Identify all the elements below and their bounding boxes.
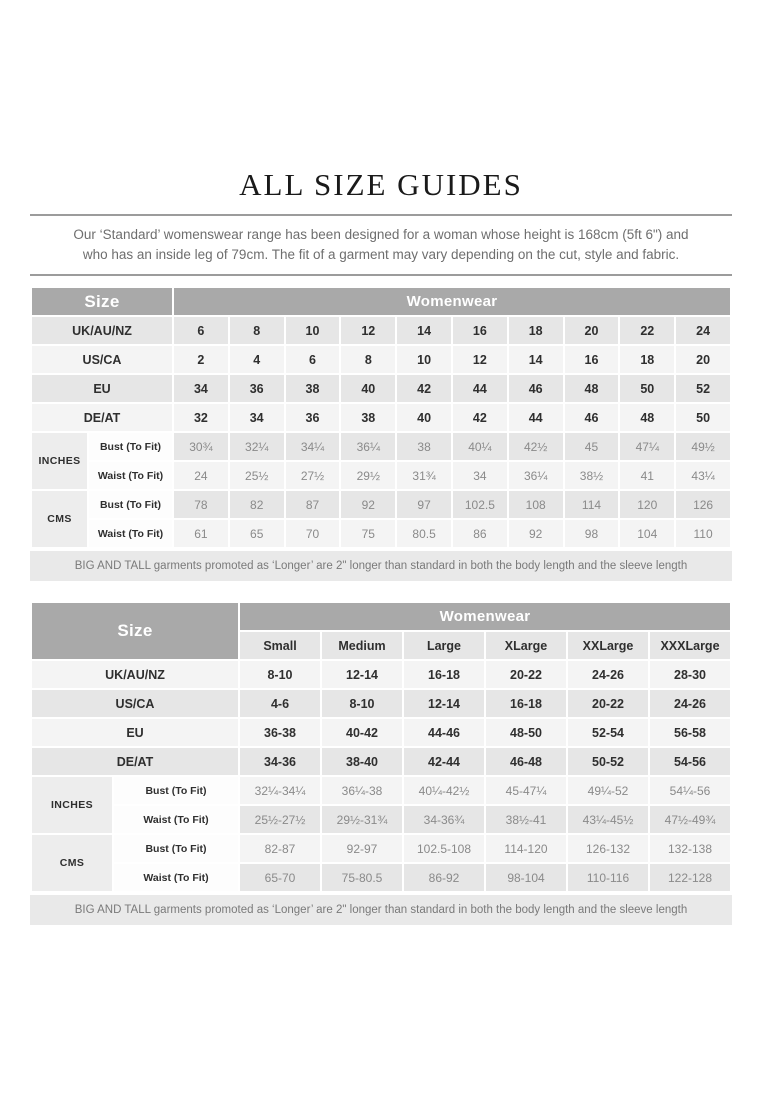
- measure-row: [32, 864, 730, 891]
- size-cell: 20: [565, 317, 619, 344]
- size-cell: 12-14: [404, 690, 484, 717]
- measure-row: [32, 433, 730, 460]
- measure-cell: 86: [453, 520, 507, 547]
- size-cell: 12: [341, 317, 395, 344]
- measure-row: [32, 777, 730, 804]
- measure-cell: 36¼: [509, 462, 563, 489]
- size-cell: 18: [620, 346, 674, 373]
- row-label: DE/AT: [32, 404, 172, 431]
- size-cell: 42: [453, 404, 507, 431]
- measure-cell: 86-92: [404, 864, 484, 891]
- measure-cell: 34: [453, 462, 507, 489]
- measure-label: Waist (To Fit): [114, 806, 238, 833]
- big-and-tall-note-2: BIG AND TALL garments promoted as ‘Longer’ are 2" longer than standard in both the body length and the sleeve length: [30, 895, 732, 925]
- measure-cell: 43¼: [676, 462, 730, 489]
- measure-cell: 25½: [230, 462, 284, 489]
- measure-cell: 110-116: [568, 864, 648, 891]
- size-cell: 42-44: [404, 748, 484, 775]
- intro-line-1: Our ‘Standard’ womenswear range has been designed for a woman whose height is 168cm (5ft 6") and: [73, 227, 689, 242]
- measure-label: Bust (To Fit): [114, 777, 238, 804]
- measure-cell: 38½-41: [486, 806, 566, 833]
- header-row: [32, 603, 730, 630]
- intro-line-2: who has an inside leg of 79cm. The fit of a garment may vary depending on the cut, style and fabric.: [82, 247, 680, 262]
- measure-cell: 102.5: [453, 491, 507, 518]
- size-cell: 40: [397, 404, 451, 431]
- measure-cell: 132-138: [650, 835, 730, 862]
- size-column-header: Large: [404, 632, 484, 659]
- measure-cell: 45-47¼: [486, 777, 566, 804]
- size-cell: 44: [509, 404, 563, 431]
- size-cell: 8: [230, 317, 284, 344]
- size-cell: 50-52: [568, 748, 648, 775]
- size-cell: 24: [676, 317, 730, 344]
- measure-cell: 34-36¾: [404, 806, 484, 833]
- size-cell: 34: [230, 404, 284, 431]
- measure-cell: 25½-27½: [240, 806, 320, 833]
- big-and-tall-note-1: BIG AND TALL garments promoted as ‘Longer’ are 2" longer than standard in both the body length and the sleeve length: [30, 551, 732, 581]
- measure-cell: 126: [676, 491, 730, 518]
- measure-cell: 43¼-45½: [568, 806, 648, 833]
- measure-cell: 87: [286, 491, 340, 518]
- size-cell: 6: [174, 317, 228, 344]
- size-column-header: XXXLarge: [650, 632, 730, 659]
- size-cell: 44-46: [404, 719, 484, 746]
- size-cell: 38-40: [322, 748, 402, 775]
- size-cell: 46-48: [486, 748, 566, 775]
- size-column-header: XXLarge: [568, 632, 648, 659]
- size-cell: 20-22: [568, 690, 648, 717]
- measure-cell: 38: [397, 433, 451, 460]
- size-cell: 36: [230, 375, 284, 402]
- measure-label: Bust (To Fit): [114, 835, 238, 862]
- size-row: [32, 748, 730, 775]
- size-cell: 54-56: [650, 748, 730, 775]
- size-cell: 48-50: [486, 719, 566, 746]
- header-row: [32, 288, 730, 315]
- size-cell: 16-18: [486, 690, 566, 717]
- measure-cell: 114-120: [486, 835, 566, 862]
- size-cell: 14: [397, 317, 451, 344]
- measure-cell: 75-80.5: [322, 864, 402, 891]
- measure-cell: 40¼-42½: [404, 777, 484, 804]
- size-cell: 50: [676, 404, 730, 431]
- size-corner-header: Size: [32, 288, 172, 315]
- row-label: US/CA: [32, 346, 172, 373]
- measure-cell: 42½: [509, 433, 563, 460]
- measure-cell: 36¼: [341, 433, 395, 460]
- measure-cell: 92: [509, 520, 563, 547]
- size-cell: 52-54: [568, 719, 648, 746]
- size-cell: 4-6: [240, 690, 320, 717]
- measure-cell: 29½-31¾: [322, 806, 402, 833]
- divider-top: [30, 214, 732, 216]
- measure-cell: 61: [174, 520, 228, 547]
- measure-cell: 32¼-34¼: [240, 777, 320, 804]
- measure-cell: 41: [620, 462, 674, 489]
- measure-cell: 34¼: [286, 433, 340, 460]
- measure-cell: 65: [230, 520, 284, 547]
- size-cell: 48: [620, 404, 674, 431]
- unit-group-label: INCHES: [32, 777, 112, 833]
- measure-row: [32, 491, 730, 518]
- measure-cell: 24: [174, 462, 228, 489]
- measure-cell: 30¾: [174, 433, 228, 460]
- size-row: [32, 317, 730, 344]
- size-cell: 36: [286, 404, 340, 431]
- size-cell: 10: [286, 317, 340, 344]
- measure-cell: 120: [620, 491, 674, 518]
- size-cell: 8: [341, 346, 395, 373]
- size-cell: 4: [230, 346, 284, 373]
- measure-cell: 36¼-38: [322, 777, 402, 804]
- size-cell: 16-18: [404, 661, 484, 688]
- size-row: [32, 375, 730, 402]
- womenwear-header: Womenwear: [174, 288, 730, 315]
- size-cell: 28-30: [650, 661, 730, 688]
- measure-cell: 82: [230, 491, 284, 518]
- measure-cell: 126-132: [568, 835, 648, 862]
- size-cell: 8-10: [240, 661, 320, 688]
- measure-cell: 82-87: [240, 835, 320, 862]
- size-cell: 6: [286, 346, 340, 373]
- measure-cell: 114: [565, 491, 619, 518]
- measure-label: Bust (To Fit): [89, 433, 172, 460]
- measure-cell: 98: [565, 520, 619, 547]
- size-cell: 38: [286, 375, 340, 402]
- size-row: [32, 346, 730, 373]
- measure-cell: 49¼-52: [568, 777, 648, 804]
- size-cell: 34: [174, 375, 228, 402]
- measure-cell: 54¼-56: [650, 777, 730, 804]
- size-cell: 44: [453, 375, 507, 402]
- size-cell: 40: [341, 375, 395, 402]
- size-column-header: Medium: [322, 632, 402, 659]
- size-cell: 42: [397, 375, 451, 402]
- measure-cell: 47¼: [620, 433, 674, 460]
- measure-cell: 75: [341, 520, 395, 547]
- measure-cell: 32¼: [230, 433, 284, 460]
- size-cell: 18: [509, 317, 563, 344]
- size-row: [32, 690, 730, 717]
- size-corner-header: Size: [32, 603, 238, 659]
- size-column-header: Small: [240, 632, 320, 659]
- size-cell: 38: [341, 404, 395, 431]
- measure-cell: 47½-49¾: [650, 806, 730, 833]
- size-cell: 46: [509, 375, 563, 402]
- size-cell: 20-22: [486, 661, 566, 688]
- measure-cell: 104: [620, 520, 674, 547]
- range-size-table: [30, 601, 732, 893]
- measure-cell: 78: [174, 491, 228, 518]
- size-row: [32, 404, 730, 431]
- measure-cell: 92-97: [322, 835, 402, 862]
- size-cell: 24-26: [568, 661, 648, 688]
- measure-cell: 65-70: [240, 864, 320, 891]
- measure-cell: 38½: [565, 462, 619, 489]
- size-cell: 16: [453, 317, 507, 344]
- size-cell: 8-10: [322, 690, 402, 717]
- measure-cell: 29½: [341, 462, 395, 489]
- size-cell: 48: [565, 375, 619, 402]
- size-column-header: XLarge: [486, 632, 566, 659]
- measure-cell: 92: [341, 491, 395, 518]
- size-cell: 16: [565, 346, 619, 373]
- size-cell: 46: [565, 404, 619, 431]
- size-cell: 56-58: [650, 719, 730, 746]
- measure-label: Waist (To Fit): [89, 462, 172, 489]
- size-cell: 36-38: [240, 719, 320, 746]
- measure-cell: 27½: [286, 462, 340, 489]
- measure-row: [32, 520, 730, 547]
- measure-row: [32, 462, 730, 489]
- size-cell: 40-42: [322, 719, 402, 746]
- size-cell: 22: [620, 317, 674, 344]
- measure-cell: 40¼: [453, 433, 507, 460]
- measure-cell: 45: [565, 433, 619, 460]
- size-cell: 32: [174, 404, 228, 431]
- standard-size-table: [30, 286, 732, 549]
- intro-text: [30, 225, 732, 265]
- unit-group-label: CMS: [32, 491, 87, 547]
- measure-row: [32, 806, 730, 833]
- row-label: DE/AT: [32, 748, 238, 775]
- row-label: EU: [32, 375, 172, 402]
- measure-cell: 70: [286, 520, 340, 547]
- size-cell: 10: [397, 346, 451, 373]
- row-label: EU: [32, 719, 238, 746]
- row-label: UK/AU/NZ: [32, 317, 172, 344]
- measure-cell: 102.5-108: [404, 835, 484, 862]
- measure-cell: 122-128: [650, 864, 730, 891]
- divider-bottom: [30, 274, 732, 276]
- standard-size-table-container: [30, 286, 732, 549]
- size-cell: 52: [676, 375, 730, 402]
- size-cell: 34-36: [240, 748, 320, 775]
- size-cell: 24-26: [650, 690, 730, 717]
- measure-label: Bust (To Fit): [89, 491, 172, 518]
- measure-cell: 31¾: [397, 462, 451, 489]
- size-cell: 2: [174, 346, 228, 373]
- size-cell: 12-14: [322, 661, 402, 688]
- unit-group-label: CMS: [32, 835, 112, 891]
- row-label: US/CA: [32, 690, 238, 717]
- measure-label: Waist (To Fit): [114, 864, 238, 891]
- measure-cell: 97: [397, 491, 451, 518]
- unit-group-label: INCHES: [32, 433, 87, 489]
- size-row: [32, 661, 730, 688]
- measure-row: [32, 835, 730, 862]
- measure-cell: 108: [509, 491, 563, 518]
- size-cell: 12: [453, 346, 507, 373]
- page-title: ALL SIZE GUIDES: [239, 167, 523, 202]
- measure-cell: 98-104: [486, 864, 566, 891]
- measure-cell: 80.5: [397, 520, 451, 547]
- row-label: UK/AU/NZ: [32, 661, 238, 688]
- range-size-table-container: [30, 601, 732, 893]
- womenwear-header: Womenwear: [240, 603, 730, 630]
- measure-label: Waist (To Fit): [89, 520, 172, 547]
- size-cell: 50: [620, 375, 674, 402]
- size-cell: 14: [509, 346, 563, 373]
- size-row: [32, 719, 730, 746]
- size-cell: 20: [676, 346, 730, 373]
- measure-cell: 49½: [676, 433, 730, 460]
- measure-cell: 110: [676, 520, 730, 547]
